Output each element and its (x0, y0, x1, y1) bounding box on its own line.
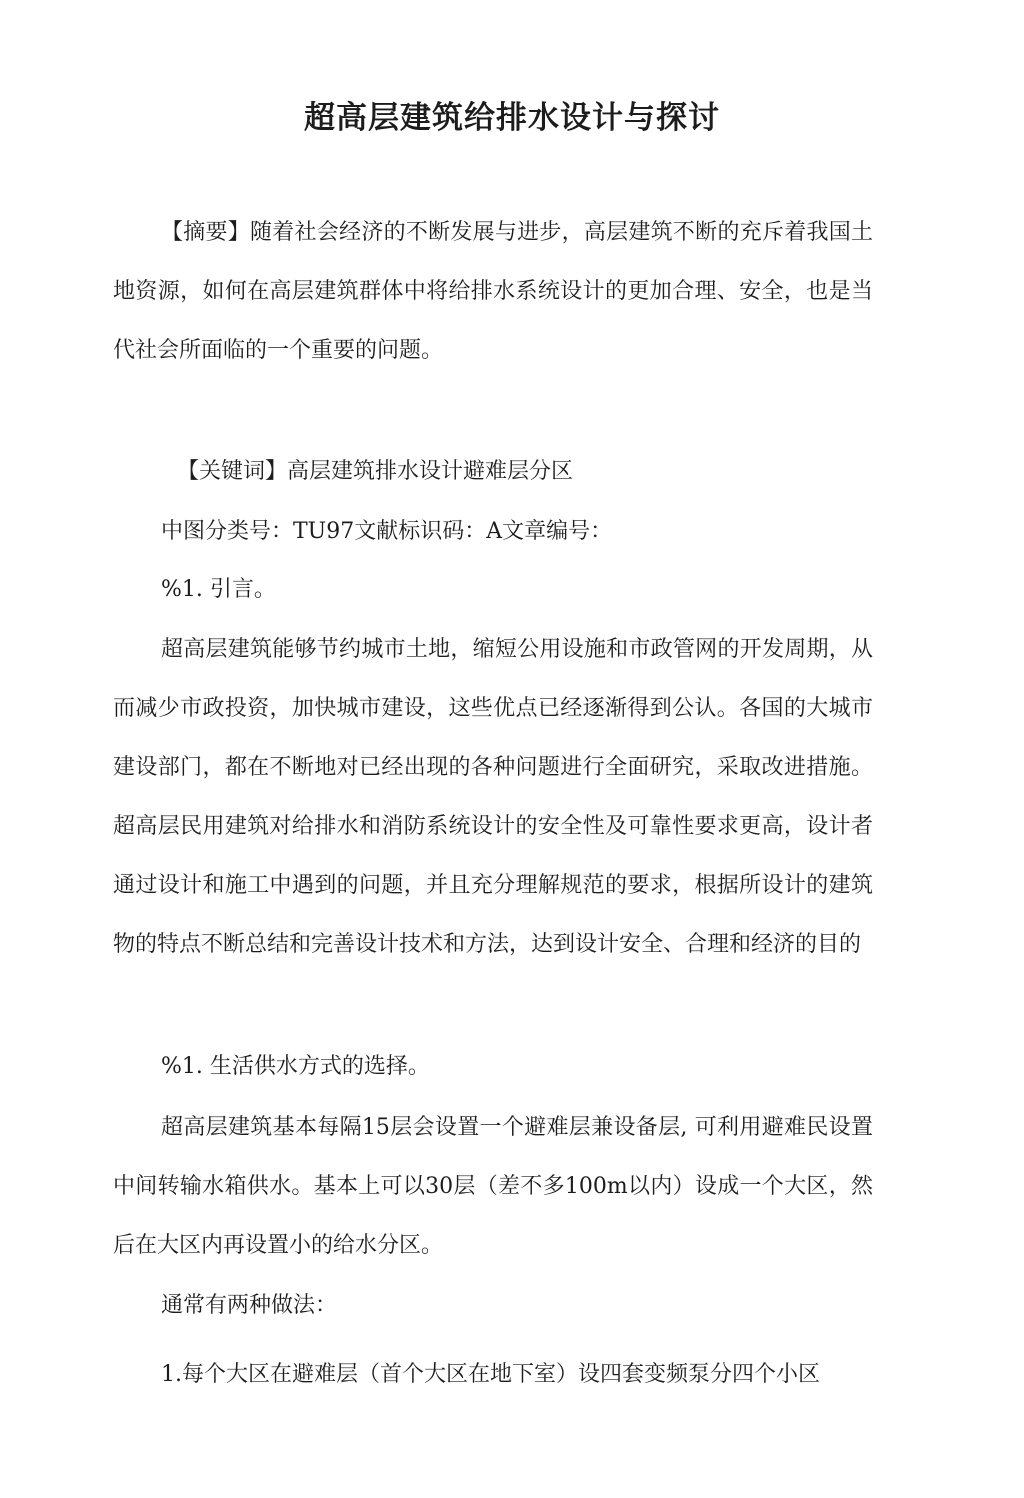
section-heading-introduction: %1. 引言。 (161, 577, 276, 602)
document-title: 超高层建筑给排水设计与探讨 (304, 100, 720, 136)
methods-intro-line: 通常有两种做法： (161, 1293, 338, 1318)
method-1-line: 1.每个大区在避难层（首个大区在地下室）设四套变频泵分四个小区 (161, 1362, 820, 1387)
section-heading-water-supply: %1. 生活供水方式的选择。 (161, 1054, 430, 1079)
intro-paragraph: 超高层建筑能够节约城市土地，缩短公用设施和市政管网的开发周期，从而减少市政投资，加快城市建设，这些优点已经逐渐得到公认。各国的大城市建设部门，都在不断地对已经出现的各种问题进行全面研究，采取改进措施。超高层民用建筑对给排水和消防系统设计的安全性及可靠性要求更高，设计者通过设计和施工中遇到的问题，并且充分理解规范的要求，根据所设计的建筑物的特点不断总结和完善设计技术和方法，达到设计安全、合理和经济的目的 (113, 637, 873, 957)
keywords-line: 【关键词】高层建筑排水设计避难层分区 (177, 459, 574, 484)
abstract-paragraph: 【摘要】随着社会经济的不断发展与进步，高层建筑不断的充斥着我国土地资源，如何在高层建筑群体中将给排水系统设计的更加合理、安全，也是当代社会所面临的一个重要的问题。 (113, 220, 873, 363)
water-supply-paragraph: 超高层建筑基本每隔15层会设置一个避难层兼设备层, 可利用避难民设置中间转输水箱供水。基本上可以30层（差不多100m以内）设成一个大区，然后在大区内再设置小的给水分区。 (113, 1115, 873, 1258)
classification-line: 中图分类号：TU97文献标识码：A文章编号： (161, 519, 613, 544)
